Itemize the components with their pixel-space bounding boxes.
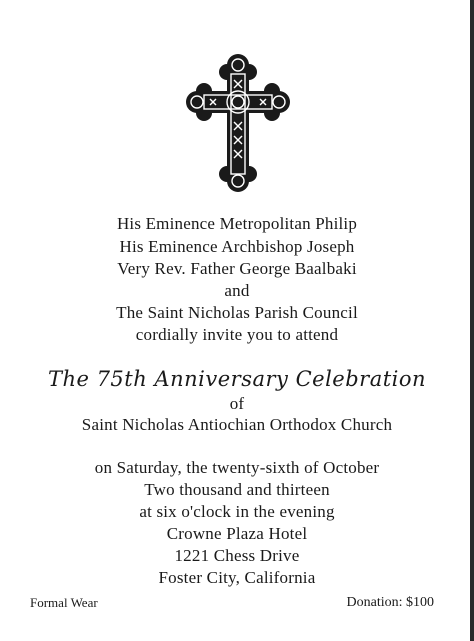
host-line-1: His Eminence Metropolitan Philip [116,214,358,233]
host-line-3: Very Rev. Father George Baalbaki [117,259,357,278]
host-line-2: His Eminence Archbishop Joseph [119,237,355,256]
venue-city: Foster City, California [158,568,316,587]
event-time: at six o'clock in the evening [139,502,335,521]
event-year: Two thousand and thirteen [144,480,330,499]
event-date: on Saturday, the twenty-sixth of October [94,458,380,477]
host-line-council: The Saint Nicholas Parish Council [116,303,358,322]
venue-street: 1221 Chess Drive [174,546,300,565]
venue-name: Crowne Plaza Hotel [166,524,308,543]
host-line-and: and [224,281,250,300]
event-title: The 75th Anniversary Celebration [47,367,427,391]
donation-note: Donation: $100 [346,595,434,610]
invitation-line: cordially invite you to attend [135,325,339,344]
attire-note: Formal Wear [30,595,98,610]
church-name: Saint Nicholas Antiochian Orthodox Church [81,415,393,434]
event-connector: of [229,394,245,413]
orthodox-cross-icon [186,52,290,194]
